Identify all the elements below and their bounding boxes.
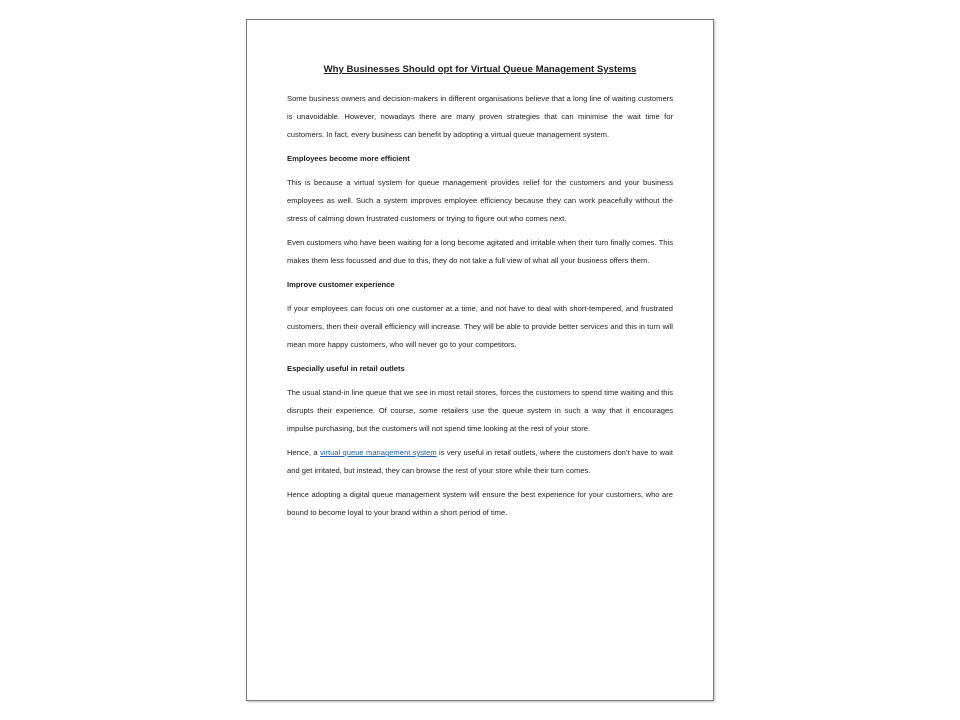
paragraph-retail: The usual stand-in line queue that we see in most retail stores, forces the customers to spend time waiting and this disrupts their experience. Of course, some retailers use the queue system in such a way that it encourages impulse purchasing, but the customers will not spend time looking at the rest of your store. xyxy=(287,388,673,433)
document-page xyxy=(246,19,714,701)
intro-paragraph: Some business owners and decision-makers in different organisations believe that a long line of waiting customers is unavoidable. However, nowadays there are many proven strategies that can minimise the wait time for customers. In fact, every business can benefit by adopting a virtual queue management system. xyxy=(287,94,673,139)
paragraph-hence-suffix: is very useful in retail outlets, where the customers don’t have to wait and get irritated, but instead, they can browse the rest of your store while their turn comes. xyxy=(287,448,673,475)
paragraph-hence-prefix: Hence, a xyxy=(287,448,320,457)
paragraph-hence-link xyxy=(287,444,673,480)
paragraph-customers-waiting: Even customers who have been waiting for a long become agitated and irritable when their turn finally comes. This makes them less focussed and due to this, they do not take a full view of what all your business offers them. xyxy=(287,238,673,265)
section-heading-employees: Employees become more efficient xyxy=(287,154,410,163)
document-body xyxy=(287,63,673,528)
closing-paragraph: Hence adopting a digital queue management system will ensure the best experience for your customers, who are bound to become loyal to your brand within a short period of time. xyxy=(287,490,673,517)
section-heading-retail: Especially useful in retail outlets xyxy=(287,364,405,373)
virtual-queue-link[interactable]: virtual queue management system xyxy=(319,448,437,457)
section-heading-experience: Improve customer experience xyxy=(287,280,395,289)
paragraph-experience: If your employees can focus on one customer at a time, and not have to deal with short-tempered, and frustrated customers, then their overall efficiency will increase. They will be able to provide better services and this in turn will mean more happy customers, who will never go to your competitors. xyxy=(287,304,673,349)
document-title: Why Businesses Should opt for Virtual Queue Management Systems xyxy=(323,64,637,75)
paragraph-employees: This is because a virtual system for queue management provides relief for the customers and your business employees as well. Such a system improves employee efficiency because they can work peacefully without the stress of calming down frustrated customers or trying to figure out who comes next. xyxy=(287,178,673,223)
